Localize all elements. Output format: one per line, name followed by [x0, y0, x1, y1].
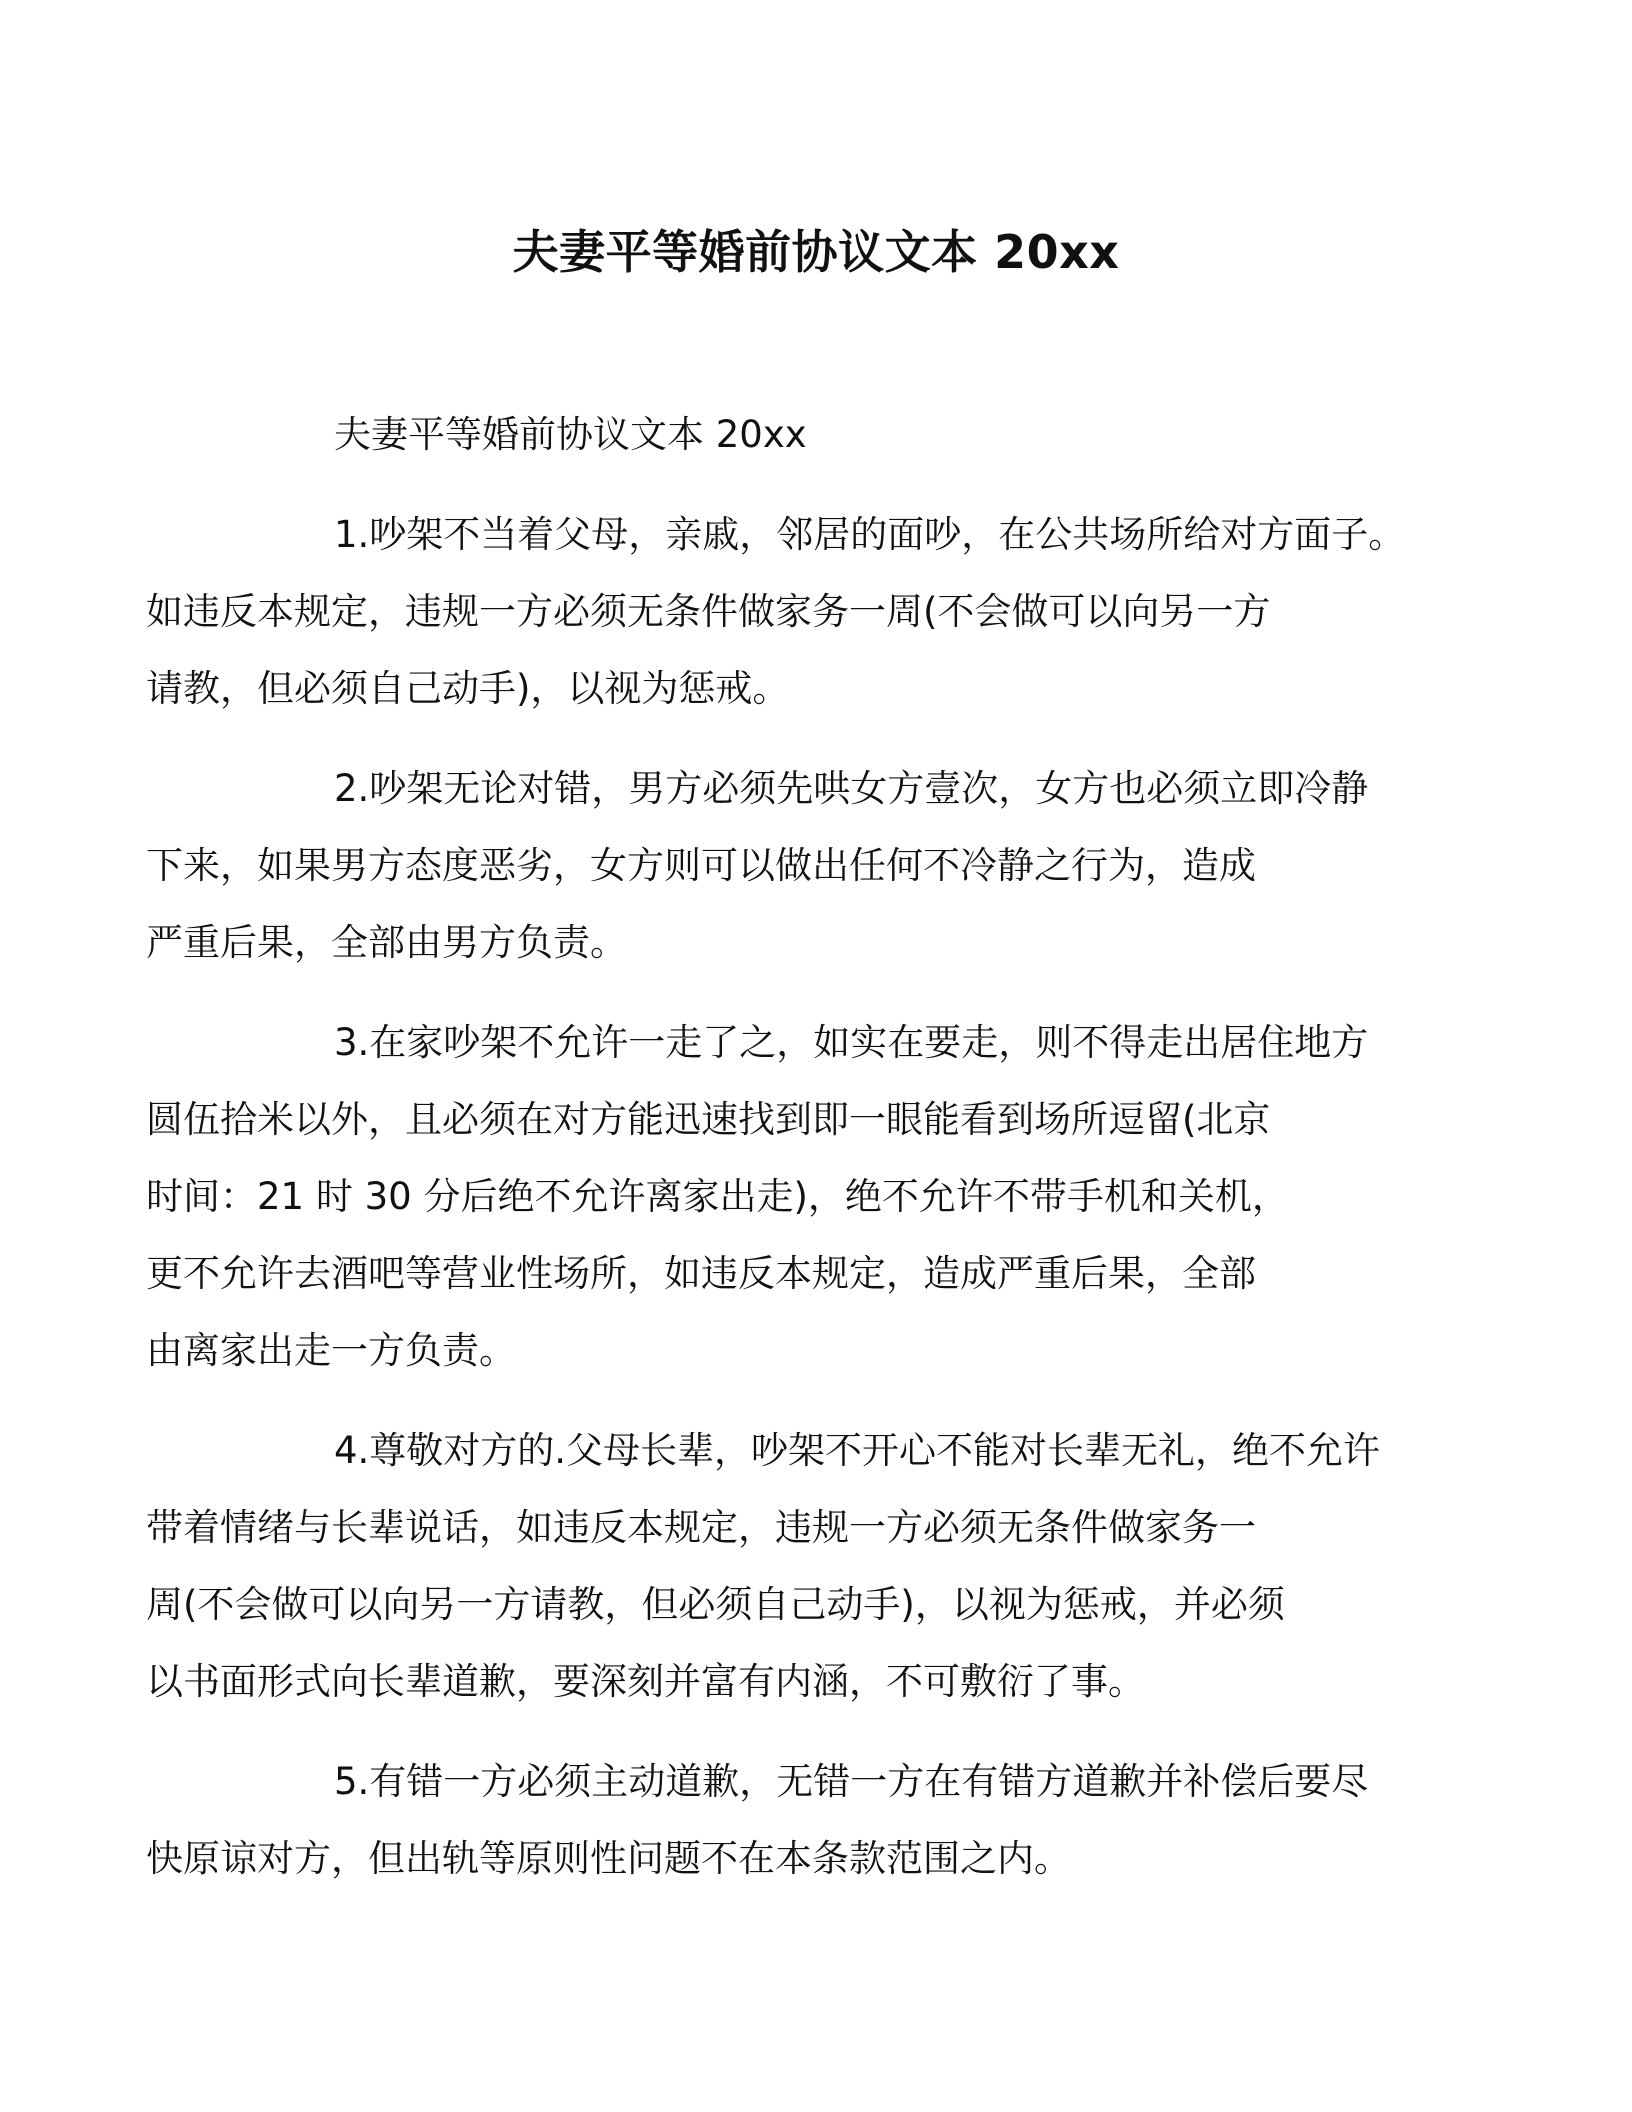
- clause-line: 由离家出走一方负责。: [146, 1329, 516, 1372]
- clause-line: 圆伍拾米以外，且必须在对方能迅速找到即一眼能看到场所逗留(北京: [146, 1098, 1271, 1141]
- clause-line: 如违反本规定，违规一方必须无条件做家务一周(不会做可以向另一方: [146, 590, 1271, 633]
- clause-line: 以书面形式向长辈道歉，要深刻并富有内涵，不可敷衍了事。: [146, 1660, 1145, 1703]
- clause-line: 2.吵架无论对错，男方必须先哄女方壹次，女方也必须立即冷静: [334, 767, 1369, 810]
- clause-1: [146, 496, 1406, 727]
- clause-3: [146, 1004, 1390, 1389]
- clause-line: 周(不会做可以向另一方请教，但必须自己动手)，以视为惩戒，并必须: [146, 1583, 1285, 1626]
- clause-line: 请教，但必须自己动手)，以视为惩戒。: [146, 667, 790, 710]
- clause-line: 快原谅对方，但出轨等原则性问题不在本条款范围之内。: [146, 1837, 1071, 1880]
- clause-line: 时间：21 时 30 分后绝不允许离家出走)，绝不允许不带手机和关机，: [146, 1175, 1289, 1218]
- clause-line: 带着情绪与长辈说话，如违反本规定，违规一方必须无条件做家务一: [146, 1506, 1256, 1549]
- clause-line: 严重后果，全部由男方负责。: [146, 921, 627, 964]
- clause-line: 下来，如果男方态度恶劣，女方则可以做出任何不冷静之行为，造成: [146, 844, 1256, 887]
- clause-line: 3.在家吵架不允许一走了之，如实在要走，则不得走出居住地方: [334, 1021, 1369, 1064]
- clause-line: 5.有错一方必须主动道歉，无错一方在有错方道歉并补偿后要尽: [334, 1760, 1369, 1803]
- document-subtitle: 夫妻平等婚前协议文本 20xx: [334, 413, 807, 456]
- clause-line: 4.尊敬对方的.父母长辈，吵架不开心不能对长辈无礼，绝不允许: [334, 1429, 1381, 1472]
- clause-2: [146, 750, 1390, 981]
- clause-line: 更不允许去酒吧等营业性场所，如违反本规定，造成严重后果，全部: [146, 1252, 1256, 1295]
- document-body: [146, 396, 1406, 1920]
- document-title: 夫妻平等婚前协议文本 20xx: [512, 225, 1120, 279]
- clause-5: [146, 1743, 1390, 1897]
- clause-line: 1.吵架不当着父母，亲戚，邻居的面吵，在公共场所给对方面子。: [334, 513, 1406, 556]
- clause-4: [146, 1412, 1390, 1720]
